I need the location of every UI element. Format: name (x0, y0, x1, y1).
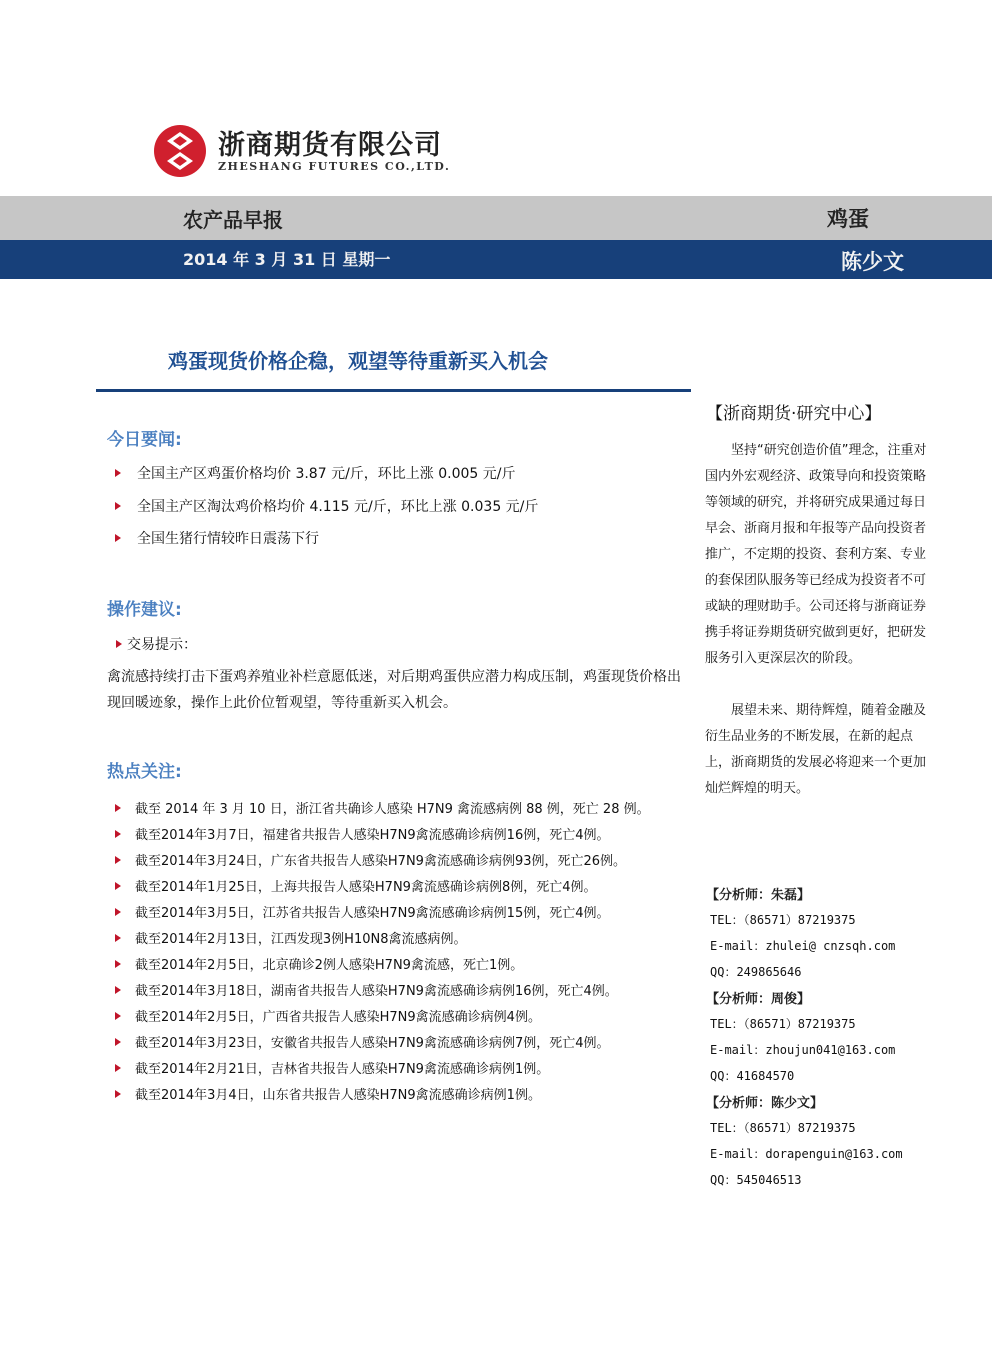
bullet-triangle-icon (115, 502, 121, 510)
hotspot-item: 截至 2014 年 3 月 10 日，浙江省共确诊人感染 H7N9 禽流感病例 88 例，死亡 28 例。 (115, 798, 650, 817)
bullet-triangle-icon (115, 1012, 121, 1020)
bullet-triangle-icon (115, 534, 121, 542)
bullet-triangle-icon (115, 1064, 121, 1072)
research-center-title: 【浙商期货·研究中心】 (706, 404, 882, 424)
bullet-triangle-icon (115, 469, 121, 477)
analyst-label: 【分析师：周俊】 (706, 992, 811, 1007)
hotspot-item: 截至2014年3月7日，福建省共报告人感染H7N9禽流感确诊病例16例，死亡4例。 (115, 824, 609, 843)
company-name-cn: 浙商期货有限公司 (218, 130, 442, 161)
news-item: 全国主产区鸡蛋价格均价 3.87 元/斤，环比上涨 0.005 元/斤 (115, 463, 515, 483)
bullet-triangle-icon (116, 640, 122, 648)
news-item: 全国主产区淘汰鸡价格均价 4.115 元/斤，环比上涨 0.035 元/斤 (115, 496, 538, 516)
bullet-triangle-icon (115, 960, 121, 968)
hotspot-item: 截至2014年2月5日，广西省共报告人感染H7N9禽流感确诊病例4例。 (115, 1006, 541, 1025)
research-center-outlook: 展望未来、期待辉煌，随着金融及衍生品业务的不断发展，在新的起点上，浙商期货的发展必将迎来一个更加灿烂辉煌的明天。 (705, 703, 927, 796)
analyst-qq: QQ：41684570 (710, 1069, 795, 1083)
analyst-tel: TEL：（86571）87219375 (710, 1017, 856, 1031)
hotspot-item: 截至2014年3月24日，广东省共报告人感染H7N9禽流感确诊病例93例，死亡26例。 (115, 850, 626, 869)
analyst-email: E-mail：zhoujun041@163.com (710, 1043, 896, 1057)
page-title: 鸡蛋现货价格企稳，观望等待重新买入机会 (168, 349, 548, 373)
hotspot-item: 截至2014年2月21日，吉林省共报告人感染H7N9禽流感确诊病例1例。 (115, 1058, 549, 1077)
bullet-triangle-icon (115, 830, 121, 838)
headline-divider (96, 389, 691, 392)
report-date: 2014 年 3 月 31 日 星期一 (183, 250, 391, 269)
analyst-tel: TEL：（86571）87219375 (710, 1121, 856, 1135)
company-name-en: ZHESHANG FUTURES CO.,LTD. (218, 160, 451, 173)
news-heading: 今日要闻: (107, 430, 182, 450)
trade-tip-label: 交易提示： (116, 634, 197, 654)
analyst-label: 【分析师：陈少文】 (706, 1096, 824, 1111)
report-author: 陈少文 (841, 250, 904, 274)
bullet-triangle-icon (115, 934, 121, 942)
advice-text: 禽流感持续打击下蛋鸡养殖业补栏意愿低迷，对后期鸡蛋供应潜力构成压制，鸡蛋现货价格出现回暖迹象，操作上此价位暂观望，等待重新买入机会。 (107, 669, 681, 711)
bullet-triangle-icon (115, 986, 121, 994)
hotspot-item: 截至2014年2月5日，北京确诊2例人感染H7N9禽流感，死亡1例。 (115, 954, 523, 973)
research-center-intro: 坚持“研究创造价值”理念，注重对国内外宏观经济、政策导向和投资策略等领域的研究，并将研究成果通过每日早会、浙商月报和年报等产品向投资者推广，不定期的投资、套利方案、专业的套保团队服务等已经成为投资者不可或缺的理财助手。公司还将与浙商证券携手将证券期货研究做到更好，把研发服务引入更深层次的阶段。 (705, 443, 927, 666)
company-logo-icon (153, 124, 207, 178)
hotspot-item: 截至2014年3月23日，安徽省共报告人感染H7N9禽流感确诊病例7例，死亡4例。 (115, 1032, 609, 1051)
hotspot-item: 截至2014年3月4日，山东省共报告人感染H7N9禽流感确诊病例1例。 (115, 1084, 541, 1103)
report-type: 农产品早报 (183, 208, 283, 232)
hotspots-heading: 热点关注: (107, 762, 182, 782)
bullet-triangle-icon (115, 908, 121, 916)
hotspot-item: 截至2014年3月18日，湖南省共报告人感染H7N9禽流感确诊病例16例，死亡4例。 (115, 980, 618, 999)
analyst-label: 【分析师：朱磊】 (706, 888, 811, 903)
analyst-qq: QQ：249865646 (710, 965, 802, 979)
bullet-triangle-icon (115, 856, 121, 864)
analyst-qq: QQ：545046513 (710, 1173, 802, 1187)
analyst-tel: TEL：（86571）87219375 (710, 913, 856, 927)
commodity-label: 鸡蛋 (827, 207, 869, 231)
analyst-email: E-mail：dorapenguin@163.com (710, 1147, 903, 1161)
analyst-email: E-mail：zhulei@ cnzsqh.com (710, 939, 896, 953)
bullet-triangle-icon (115, 804, 121, 812)
hotspot-item: 截至2014年1月25日，上海共报告人感染H7N9禽流感确诊病例8例，死亡4例。 (115, 876, 596, 895)
hotspot-item: 截至2014年3月5日，江苏省共报告人感染H7N9禽流感确诊病例15例，死亡4例。 (115, 902, 609, 921)
bullet-triangle-icon (115, 882, 121, 890)
bullet-triangle-icon (115, 1038, 121, 1046)
news-item: 全国生猪行情较昨日震荡下行 (115, 528, 319, 548)
date-band (0, 240, 992, 279)
advice-heading: 操作建议: (107, 600, 182, 620)
bullet-triangle-icon (115, 1090, 121, 1098)
hotspot-item: 截至2014年2月13日，江西发现3例H10N8禽流感病例。 (115, 928, 466, 947)
report-header-band (0, 196, 992, 240)
